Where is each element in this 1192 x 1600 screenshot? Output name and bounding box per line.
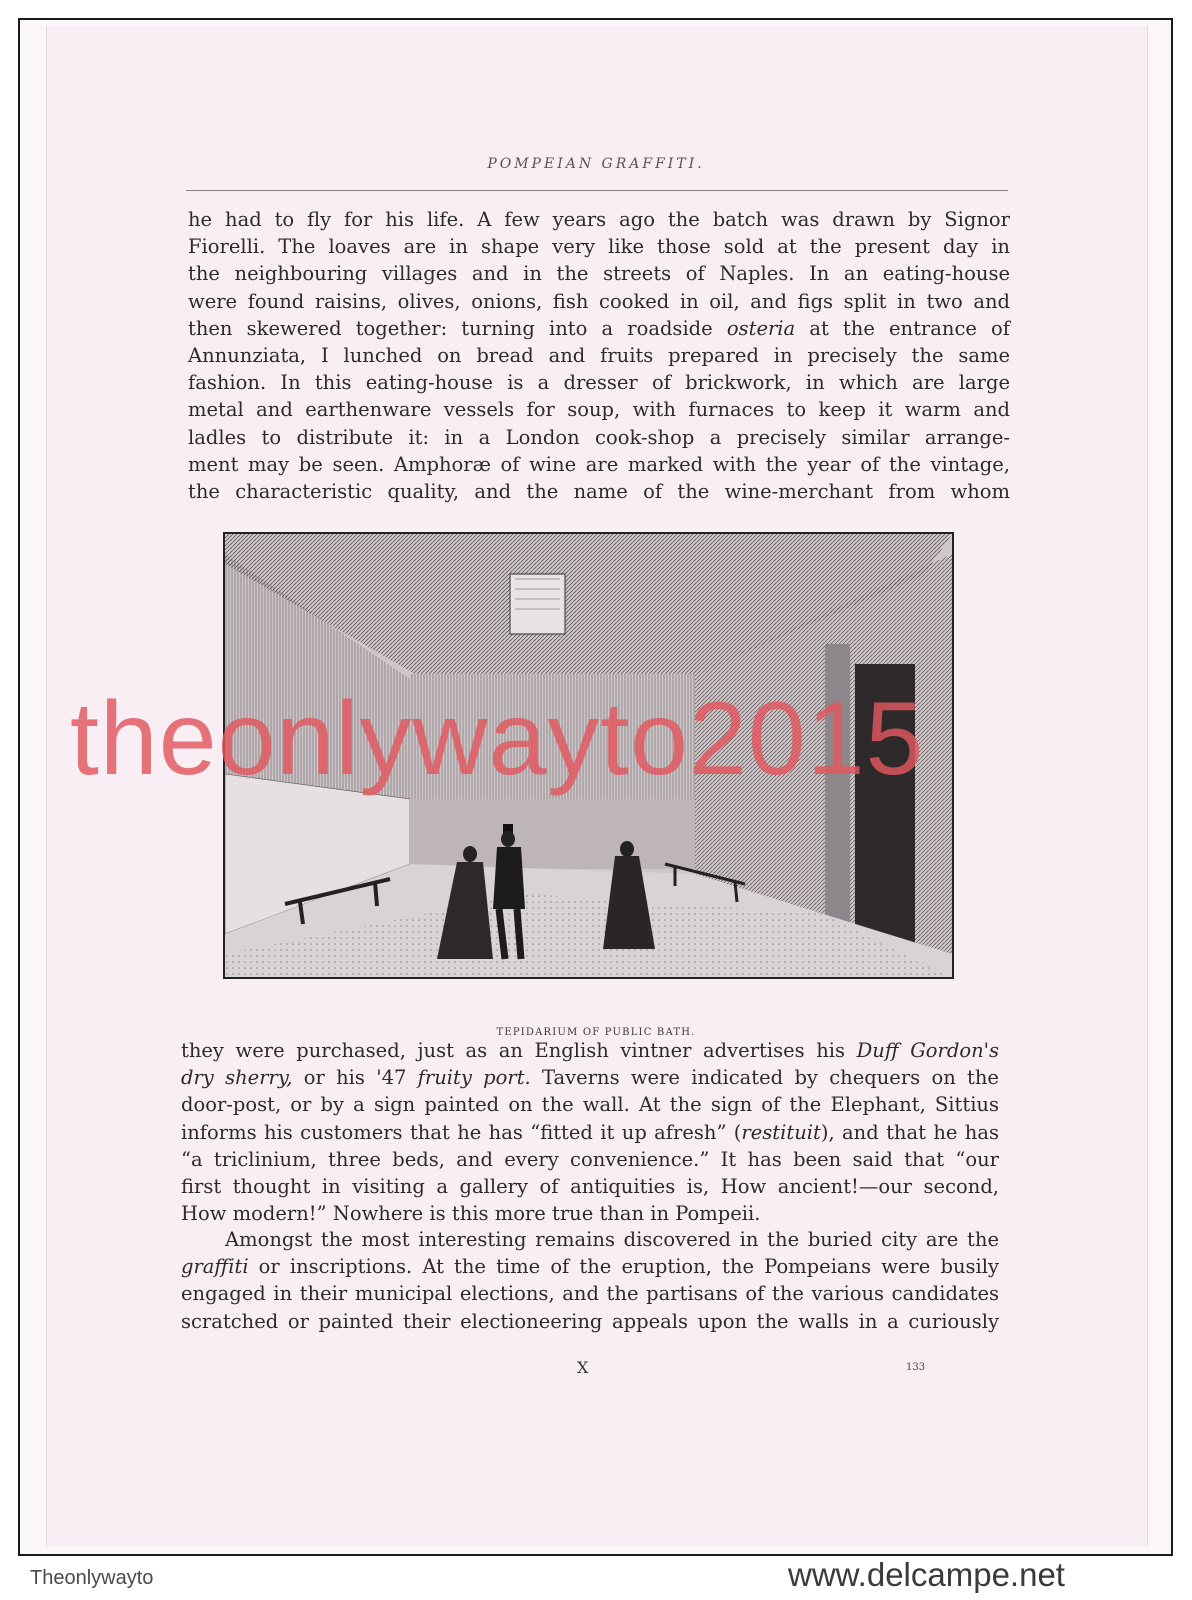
signature-mark: X xyxy=(577,1358,589,1377)
seller-name: Theonlywayto xyxy=(30,1567,154,1589)
text-line: Amongst the most interesting remains discovered in the buried city are the xyxy=(225,1228,999,1251)
text-line: scratched or painted their electioneering appeals upon the walls in a curiously xyxy=(181,1309,999,1333)
paragraph-1 xyxy=(188,206,1010,505)
engraving-tepidarium xyxy=(223,532,954,979)
text-line: Annunziata, I lunched on bread and fruits prepared in precisely the same xyxy=(188,344,1010,368)
text-line: “a triclinium, three beds, and every convenience.” It has been said that “our xyxy=(181,1147,999,1171)
text-line: the characteristic quality, and the name of the wine-merchant from whom xyxy=(188,480,1010,504)
text-line: metal and earthenware vessels for soup, with furnaces to keep it warm and xyxy=(188,398,1010,422)
text-line: door-post, or by a sign painted on the wall. At the sign of the Elephant, Sittius xyxy=(181,1093,999,1117)
text-line: engaged in their municipal elections, and the partisans of the various candidates xyxy=(181,1282,999,1306)
text-line: the neighbouring villages and in the streets of Naples. In an eating-house xyxy=(188,262,1010,286)
text-line: were found raisins, olives, onions, fish cooked in oil, and figs split in two and xyxy=(188,289,1010,313)
text-line: informs his customers that he has “fitted it up afresh” (restituit), and that he has xyxy=(181,1120,999,1144)
text-line: they were purchased, just as an English vintner advertises his Duff Gordon's xyxy=(181,1039,1000,1062)
text-line: then skewered together: turning into a roadside osteria at the entrance of xyxy=(188,316,1011,340)
paragraph-3 xyxy=(181,1226,999,1335)
head-rule xyxy=(186,190,1008,191)
text-line: ladles to distribute it: in a London cook-shop a precisely similar arrange- xyxy=(188,425,1010,449)
text-line: Fiorelli. The loaves are in shape very like those sold at the present day in xyxy=(188,235,1010,259)
text-line: dry sherry, or his '47 fruity port. Taverns were indicated by chequers on the xyxy=(181,1066,999,1090)
text-line: graffiti or inscriptions. At the time of the eruption, the Pompeians were busily xyxy=(181,1255,999,1279)
text-line: ment may be seen. Amphoræ of wine are marked with the year of the vintage, xyxy=(188,452,1010,476)
watermark-text: theonlywayto2015 xyxy=(70,681,925,797)
text-line: fashion. In this eating-house is a dresser of brickwork, in which are large xyxy=(188,371,1010,395)
paragraph-2 xyxy=(181,1037,999,1227)
running-head: POMPEIAN GRAFFITI. xyxy=(487,156,705,172)
text-line: he had to fly for his life. A few years ago the batch was drawn by Signor xyxy=(188,208,1010,231)
figure-caption: TEPIDARIUM OF PUBLIC BATH. xyxy=(496,1027,696,1038)
text-line: first thought in visiting a gallery of antiquities is, How ancient!—our second, xyxy=(181,1175,999,1199)
page-number: 133 xyxy=(906,1362,926,1373)
site-url[interactable]: www.delcampe.net xyxy=(788,1556,1065,1593)
text-line: How modern!” Nowhere is this more true than in Pompeii. xyxy=(181,1202,761,1226)
